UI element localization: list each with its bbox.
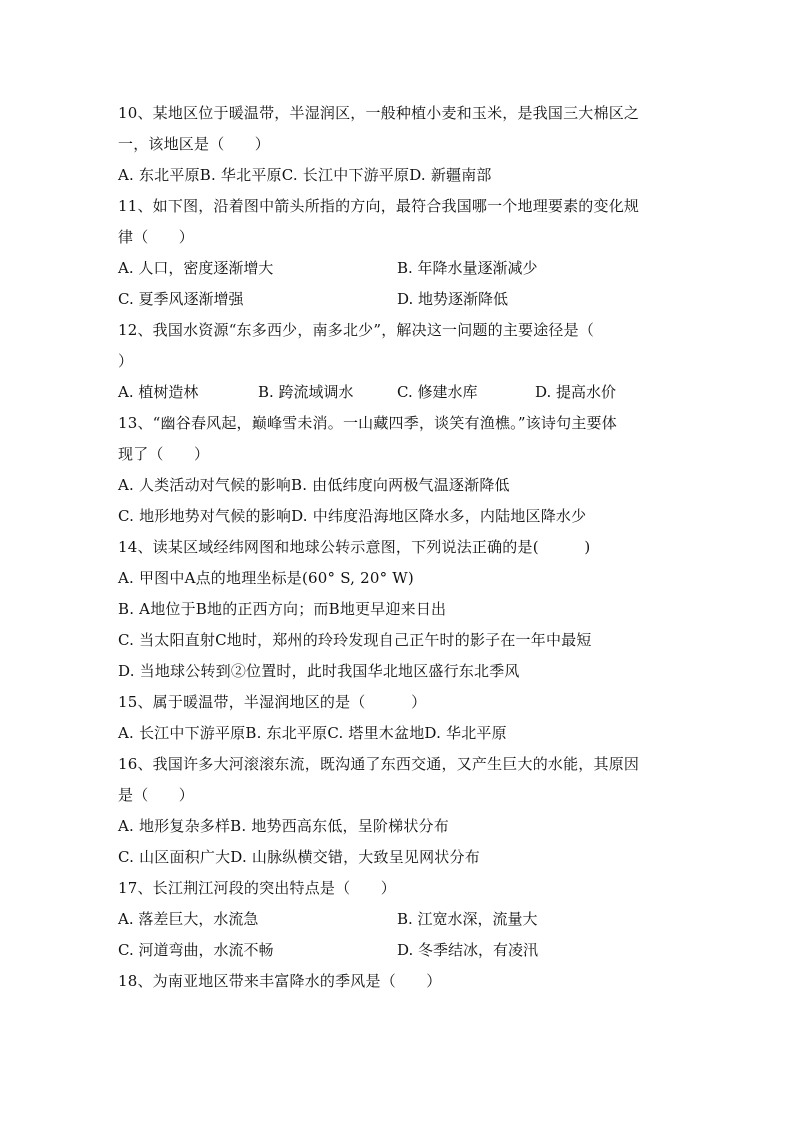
question-12-stem-line2: ） <box>118 352 134 370</box>
question-14-stem: 14、读某区域经纬网图和地球公转示意图，下列说法正确的是( ) <box>118 538 591 556</box>
question-10-stem-line2: 一，该地区是（ ） <box>118 135 271 153</box>
question-18-stem: 18、为南亚地区带来丰富降水的季风是（ ） <box>118 972 442 990</box>
question-13-options-line2: C. 地形地势对气候的影响D. 中纬度沿海地区降水多，内陆地区降水少 <box>118 507 587 525</box>
question-13-stem-line1: 13、“幽谷春风起，巅峰雪未消。一山藏四季，谈笑有渔樵。”该诗句主要体 <box>118 414 617 432</box>
question-16-options-line1: A. 地形复杂多样B. 地势西高东低，呈阶梯状分布 <box>118 817 449 835</box>
question-12-option-d: D. 提高水价 <box>535 383 617 401</box>
question-14-option-c: C. 当太阳直射C地时，郑州的玲玲发现自己正午时的影子在一年中最短 <box>118 631 592 649</box>
question-15-options: A. 长江中下游平原B. 东北平原C. 塔里木盆地D. 华北平原 <box>118 724 507 742</box>
question-11-stem-line2: 律（ ） <box>118 228 195 246</box>
question-17-option-d: D. 冬季结冰，有凌汛 <box>397 941 539 959</box>
question-17-option-c: C. 河道弯曲，水流不畅 <box>118 941 274 959</box>
question-16-stem-line2: 是（ ） <box>118 786 195 804</box>
question-15-stem: 15、属于暖温带，半湿润地区的是（ ） <box>118 693 427 711</box>
question-10-stem-line1: 10、某地区位于暖温带，半湿润区，一般种植小麦和玉米，是我国三大棉区之 <box>118 104 640 122</box>
question-17-option-b: B. 江宽水深，流量大 <box>397 910 538 928</box>
question-16-options-line2: C. 山区面积广大D. 山脉纵横交错，大致呈见网状分布 <box>118 848 480 866</box>
question-13-options-line1: A. 人类活动对气候的影响B. 由低纬度向两极气温逐渐降低 <box>118 476 510 494</box>
question-10-options: A. 东北平原B. 华北平原C. 长江中下游平原D. 新疆南部 <box>118 166 492 184</box>
question-11-option-a: A. 人口，密度逐渐增大 <box>118 259 274 277</box>
question-11-option-c: C. 夏季风逐渐增强 <box>118 290 244 308</box>
question-11-stem-line1: 11、如下图，沿着图中箭头所指的方向，最符合我国哪一个地理要素的变化规 <box>118 197 640 215</box>
question-12-option-b: B. 跨流域调水 <box>258 383 354 401</box>
question-11-option-b: B. 年降水量逐渐减少 <box>397 259 538 277</box>
question-14-option-b: B. A地位于B地的正西方向；而B地更早迎来日出 <box>118 600 447 618</box>
question-12-option-a: A. 植树造林 <box>118 383 199 401</box>
question-14-option-a: A. 甲图中A点的地理坐标是(60° S, 20° W) <box>118 569 414 587</box>
question-11-option-d: D. 地势逐渐降低 <box>397 290 509 308</box>
question-16-stem-line1: 16、我国许多大河滚滚东流，既沟通了东西交通，又产生巨大的水能，其原因 <box>118 755 640 773</box>
question-17-option-a: A. 落差巨大，水流急 <box>118 910 259 928</box>
question-17-stem: 17、长江荆江河段的突出特点是（ ） <box>118 879 396 897</box>
question-14-option-d: D. 当地球公转到②位置时，此时我国华北地区盛行东北季风 <box>118 662 520 680</box>
question-12-stem-line1: 12、我国水资源“东多西少，南多北少”，解决这一问题的主要途径是（ <box>118 321 595 339</box>
question-12-option-c: C. 修建水库 <box>397 383 478 401</box>
question-13-stem-line2: 现了（ ） <box>118 445 210 463</box>
